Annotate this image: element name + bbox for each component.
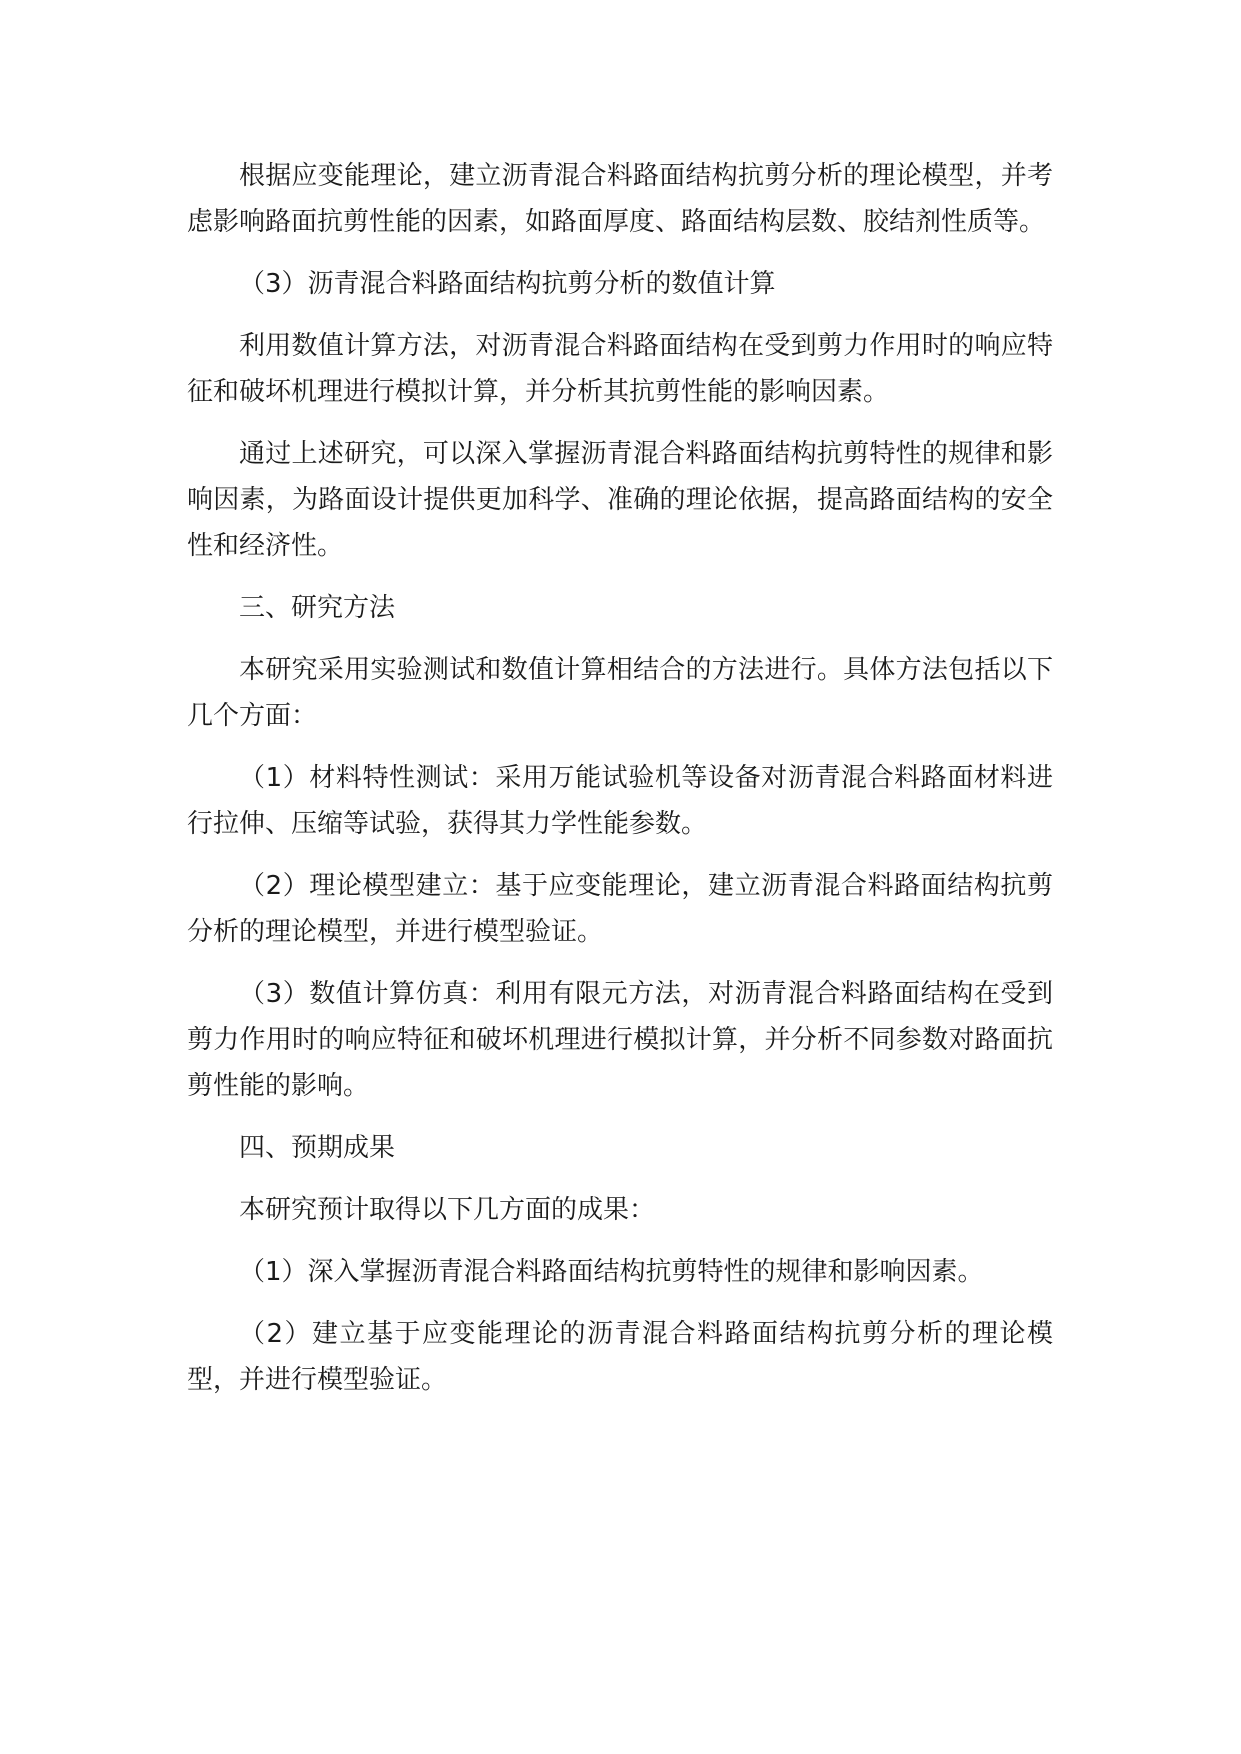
paragraph-research-summary: 通过上述研究，可以深入掌握沥青混合料路面结构抗剪特性的规律和影响因素，为路面设计提供更加科学、准确的理论依据，提高路面结构的安全性和经济性。 (187, 439, 1053, 561)
list-item-result-1: （1）深入掌握沥青混合料路面结构抗剪特性的规律和影响因素。 (239, 1257, 984, 1287)
list-item-result-2: （2）建立基于应变能理论的沥青混合料路面结构抗剪分析的理论模型，并进行模型验证。 (187, 1319, 1053, 1395)
document-body (187, 153, 1053, 1419)
paragraph-methods-intro: 本研究采用实验测试和数值计算相结合的方法进行。具体方法包括以下几个方面： (187, 655, 1053, 731)
list-item-model-building: （2）理论模型建立：基于应变能理论，建立沥青混合料路面结构抗剪分析的理论模型，并进行模型验证。 (187, 871, 1053, 947)
section-heading-research-methods: 三、研究方法 (239, 593, 396, 623)
list-item-numerical-simulation: （3）数值计算仿真：利用有限元方法，对沥青混合料路面结构在受到剪力作用时的响应特征和破坏机理进行模拟计算，并分析不同参数对路面抗剪性能的影响。 (187, 979, 1053, 1101)
paragraph-results-intro: 本研究预计取得以下几方面的成果： (239, 1195, 656, 1225)
paragraph-numerical-method: 利用数值计算方法，对沥青混合料路面结构在受到剪力作用时的响应特征和破坏机理进行模拟计算，并分析其抗剪性能的影响因素。 (187, 331, 1053, 407)
subheading-numerical-calculation: （3）沥青混合料路面结构抗剪分析的数值计算 (239, 269, 776, 299)
paragraph-theory-model: 根据应变能理论，建立沥青混合料路面结构抗剪分析的理论模型，并考虑影响路面抗剪性能的因素，如路面厚度、路面结构层数、胶结剂性质等。 (187, 161, 1053, 237)
section-heading-expected-results: 四、预期成果 (239, 1133, 396, 1163)
list-item-material-testing: （1）材料特性测试：采用万能试验机等设备对沥青混合料路面材料进行拉伸、压缩等试验，获得其力学性能参数。 (187, 763, 1053, 839)
